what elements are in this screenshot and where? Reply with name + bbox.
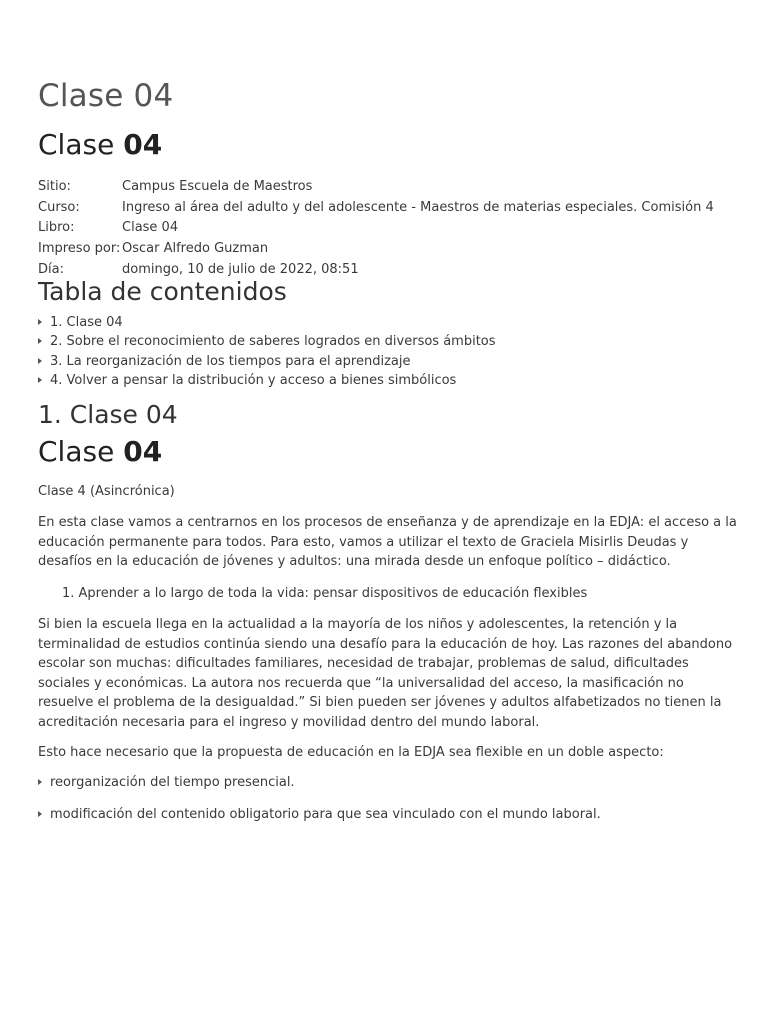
toc-title: Tabla de contenidos [38,277,287,306]
bullet-item [38,807,601,822]
section-heading-number: 04 [123,435,163,468]
toc-item-label: 2. Sobre el reconocimiento de saberes logrados en diversos ámbitos [50,334,496,350]
paragraph-flexible: Esto hace necesario que la propuesta de educación en la EDJA sea flexible en un doble aspecto: [38,745,664,760]
section-heading [38,435,162,468]
meta-value: Campus Escuela de Maestros [122,178,313,194]
section-heading-word: Clase [38,435,115,468]
toc-item[interactable] [38,352,496,371]
meta-row-site [38,176,714,197]
triangle-bullet-icon [38,779,42,785]
meta-row-printed-by [38,238,714,259]
chapter-heading-word: Clase [38,128,115,161]
triangle-bullet-icon [38,811,42,817]
toc-item[interactable] [38,313,496,332]
toc-item[interactable] [38,332,496,351]
paragraph-class-type: Clase 4 (Asincrónica) [38,484,175,499]
print-metadata-table [38,176,714,280]
paragraph-intro: En esta clase vamos a centrarnos en los procesos de enseñanza y de aprendizaje en la EDJA: el acceso a la educación permanente para todos. Para esto, vamos a utilizar el texto de Graciela Misirlis Deudas y desafíos en la educación de jóvenes y adultos: una mirada desde un enfoque político – didáctico. [38,515,737,569]
meta-value: domingo, 10 de julio de 2022, 08:51 [122,262,359,278]
triangle-bullet-icon [38,319,42,325]
page-title: Clase 04 [38,78,174,114]
meta-row-book [38,218,714,239]
meta-label: Libro: [38,220,75,236]
meta-label: Curso: [38,199,80,215]
meta-value: Oscar Alfredo Guzman [122,241,269,257]
meta-label: Día: [38,262,64,278]
triangle-bullet-icon [38,358,42,364]
bullet-item-label: modificación del contenido obligatorio para que sea vinculado con el mundo laboral. [50,807,601,822]
numbered-item: 1. Aprender a lo largo de toda la vida: pensar dispositivos de educación flexibles [62,586,588,601]
meta-value: Clase 04 [122,220,179,236]
meta-row-course [38,197,714,218]
toc-item-label: 1. Clase 04 [50,315,123,330]
bullet-item-label: reorganización del tiempo presencial. [50,775,295,790]
chapter-heading-number: 04 [123,128,163,161]
meta-label: Sitio: [38,178,71,194]
chapter-heading [38,128,162,161]
meta-label: Impreso por: [38,241,121,257]
section-title: 1. Clase 04 [38,400,178,429]
toc-item-label: 3. La reorganización de los tiempos para el aprendizaje [50,353,411,369]
bullet-item [38,775,295,790]
triangle-bullet-icon [38,338,42,344]
table-of-contents [38,313,496,391]
toc-item-label: 4. Volver a pensar la distribución y acceso a bienes simbólicos [50,373,457,389]
meta-value: Ingreso al área del adulto y del adolescente - Maestros de materias especiales. Comisión 4 [122,199,714,215]
toc-item[interactable] [38,371,496,390]
triangle-bullet-icon [38,377,42,383]
paragraph-context: Si bien la escuela llega en la actualidad a la mayoría de los niños y adolescentes, la retención y la terminalidad de estudios continúa siendo una desafío para la educación de hoy. Las razones del abandono escolar son muchas: dificultades familiares, necesidad de trabajar, problemas de salud, dificultades sociales y económicas. La autora nos recuerda que “la universalidad del acceso, la masificación no resuelve el problema de la desigualdad.” Si bien pueden ser jóvenes y adultos alfabetizados no tienen la acreditación necesaria para el ingreso y movilidad dentro del mundo laboral. [38,617,733,730]
